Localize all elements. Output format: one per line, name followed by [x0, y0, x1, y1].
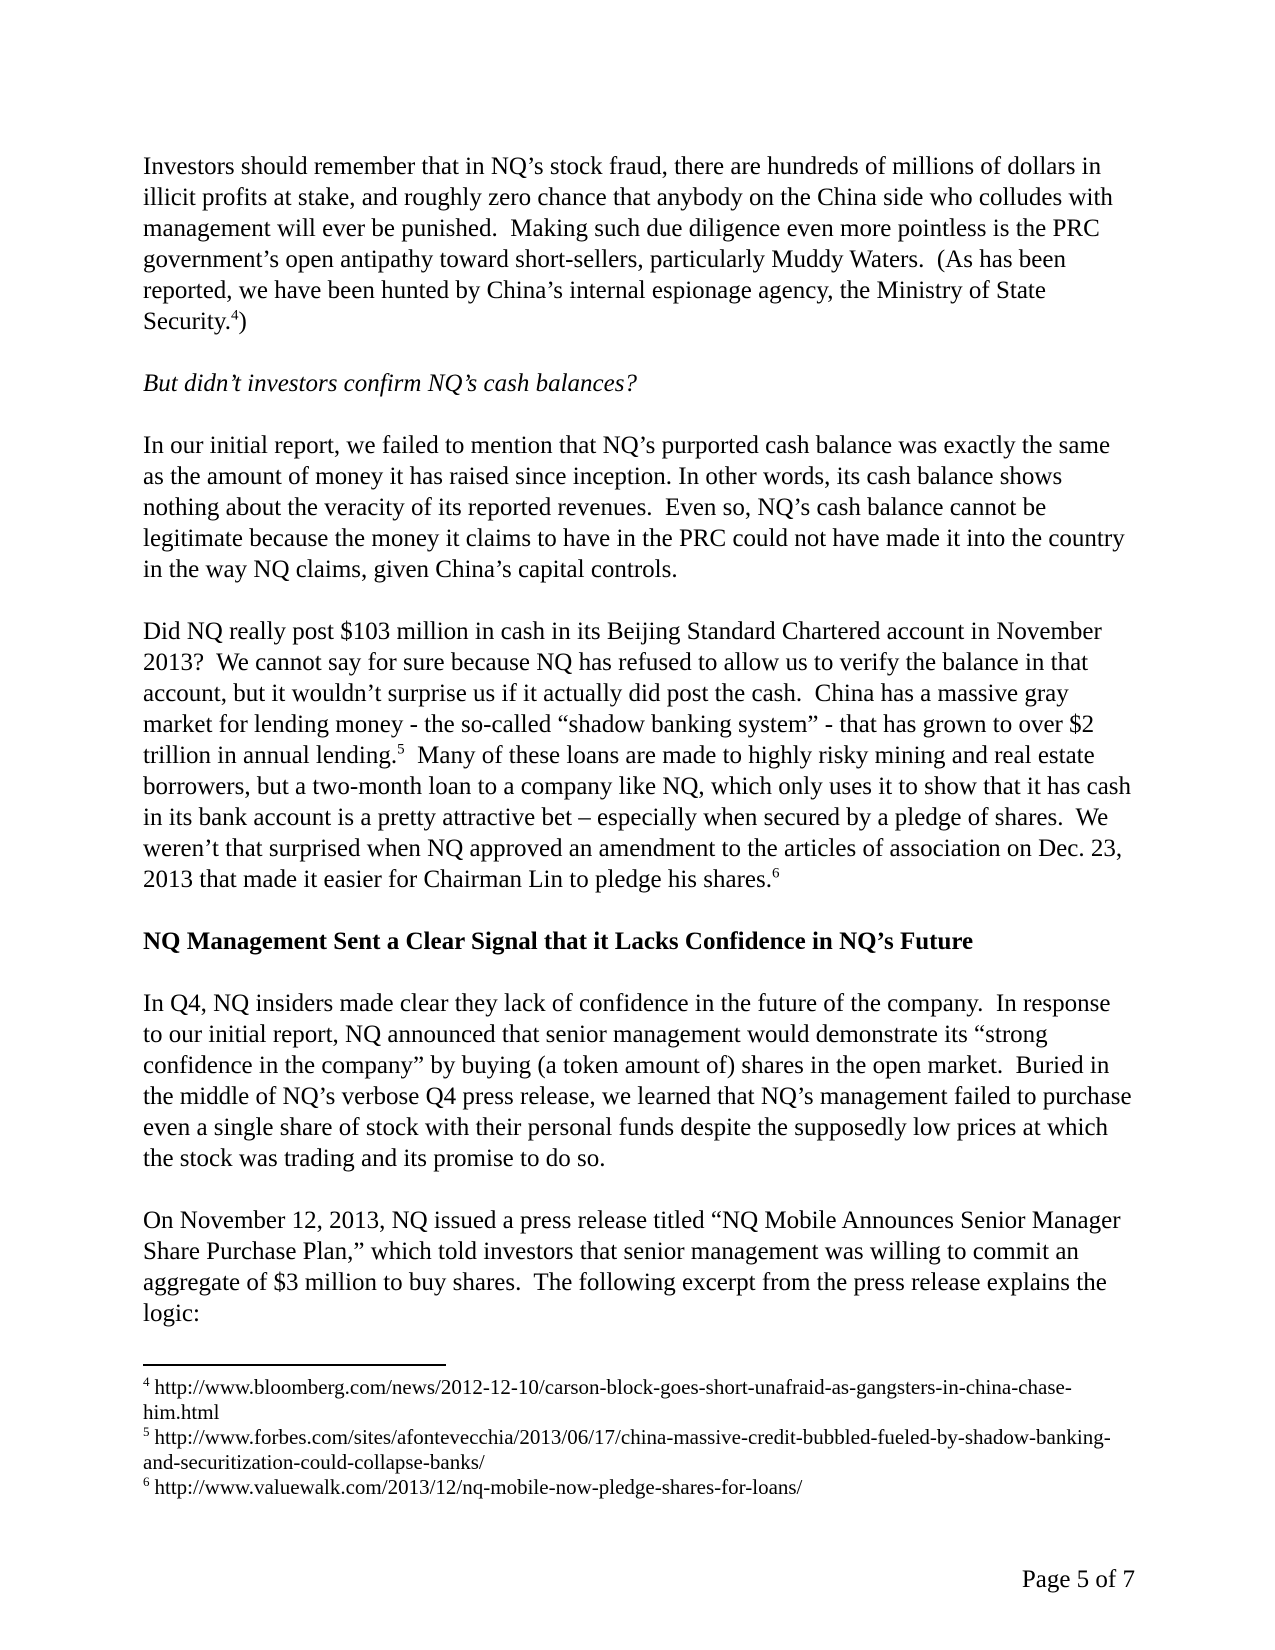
- footnote-item: [143, 1375, 1135, 1425]
- footnote-url: http://www.valuewalk.com/2013/12/nq-mobile-now-pledge-shares-for-loans/: [154, 1475, 803, 1499]
- paragraph-shadow-banking: [143, 616, 1138, 895]
- text-segment: Investors should remember that in NQ’s stock fraud, there are hundreds of millions of dollars in illicit profits at stake, and roughly zero chance that anybody on the China side who colludes with management will ever be punished. Making such due diligence even more pointless is the PRC government’s open antipathy toward short-sellers, particularly Muddy Waters. (As has been reported, we have been hunted by China’s internal espionage agency, the Ministry of State Security.: [143, 153, 1120, 335]
- paragraph-cash-balance: In our initial report, we failed to mention that NQ’s purported cash balance was exactly the same as the amount of money it has raised since inception. In other words, its cash balance shows nothing about the veracity of its reported revenues. Even so, NQ’s cash balance cannot be legitimate because the money it claims to have in the PRC could not have made it into the country in the way NQ claims, given China’s capital controls.: [143, 432, 1131, 583]
- paragraph-insider-confidence: In Q4, NQ insiders made clear they lack of confidence in the future of the company. In response to our initial report, NQ announced that senior management would demonstrate its “strong confidence in the company” by buying (a token amount of) shares in the open market. Buried in the middle of NQ’s verbose Q4 press release, we learned that NQ’s management failed to purchase even a single share of stock with their personal funds despite the supposedly low prices at which the stock was trading and its promise to do so.: [143, 990, 1138, 1172]
- text-segment: ): [238, 308, 247, 335]
- question-italic: But didn’t investors confirm NQ’s cash balances?: [143, 370, 637, 397]
- footnote-number: 5: [143, 1424, 150, 1439]
- footnote-item: [143, 1425, 1135, 1475]
- footnote-url: http://www.forbes.com/sites/afontevecchia/2013/06/17/china-massive-credit-bubbled-fueled-by-shadow-banking-and-securitization-could-collapse-banks/: [143, 1425, 1111, 1474]
- footnote-url: http://www.bloomberg.com/news/2012-12-10/carson-block-goes-short-unafraid-as-gangsters-in-china-chase-him.html: [143, 1375, 1072, 1424]
- footnotes-section: [143, 1364, 1135, 1500]
- footnote-ref-5: 5: [397, 741, 405, 758]
- paragraph-investors: [143, 151, 1135, 337]
- paragraph-press-release: On November 12, 2013, NQ issued a press release titled “NQ Mobile Announces Senior Manager Share Purchase Plan,” which told investors that senior management was willing to commit an aggregate of $3 million to buy shares. The following excerpt from the press release explains the logic:: [143, 1207, 1127, 1327]
- footnote-item: [143, 1475, 1135, 1500]
- main-content: [143, 151, 1138, 1360]
- text-segment: Many of these loans are made to highly risky mining and real estate borrowers, but a two-month loan to a company like NQ, which only uses it to show that it has cash in its bank account is a pretty attractive bet – especially when secured by a pledge of shares. We weren’t that surprised when NQ approved an amendment to the articles of association on Dec. 23, 2013 that made it easier for Chairman Lin to pledge his shares.: [143, 742, 1138, 893]
- footnote-ref-6: 6: [772, 865, 780, 882]
- footnote-number: 6: [143, 1474, 150, 1489]
- section-heading: NQ Management Sent a Clear Signal that it Lacks Confidence in NQ’s Future: [143, 928, 974, 955]
- page-number: Page 5 of 7: [1021, 1566, 1135, 1593]
- text-segment: Did NQ really post $103 million in cash in its Beijing Standard Chartered account in November 2013? We cannot say for sure because NQ has refused to allow us to verify the balance in that account, but it wouldn’t surprise us if it actually did post the cash. China has a massive gray market for lending money - the so-called “shadow banking system” - that has grown to over $2 trillion in annual lending.: [143, 618, 1109, 769]
- footnote-number: 4: [143, 1374, 150, 1389]
- footnote-ref-4: 4: [230, 307, 239, 324]
- footnote-separator: [143, 1364, 446, 1366]
